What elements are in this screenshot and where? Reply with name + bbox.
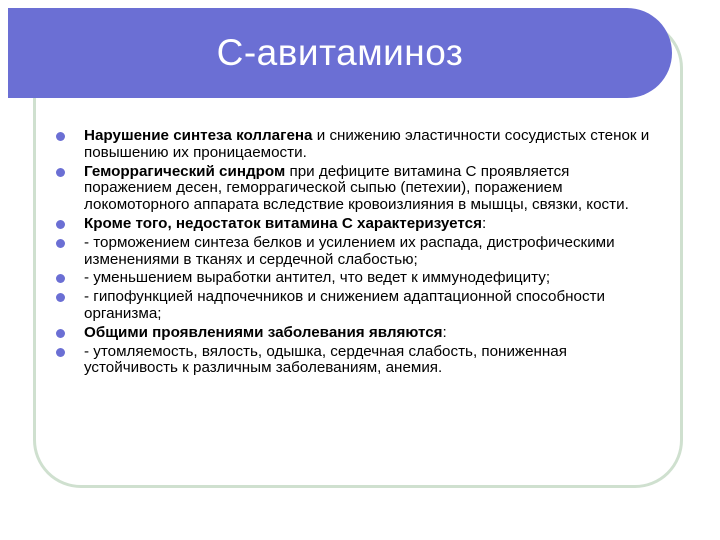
item-bold-text: Геморрагический синдром — [84, 162, 286, 180]
list-item — [56, 289, 656, 323]
item-bold-text: Кроме того, недостаток витамина С характеризуется — [84, 214, 482, 232]
bullet-icon — [56, 348, 65, 357]
list-item — [56, 344, 656, 378]
bullet-icon — [56, 274, 65, 283]
bullet-icon — [56, 168, 65, 177]
list-item — [56, 270, 656, 287]
item-text: - гипофункцией надпочечников и снижением адаптационной способности организма; — [84, 288, 606, 322]
bullet-icon — [56, 329, 65, 338]
title-banner — [8, 8, 672, 98]
item-text: при дефиците витамина С проявляется поражением десен, геморрагической сыпью (петехии), поражением локомоторного аппарата вследствие кровоизлияния в мышцы, связки, кости. — [84, 162, 629, 214]
title-underline — [48, 101, 648, 104]
item-text: : — [481, 214, 487, 232]
item-text: - уменьшением выработки антител, что ведет к иммунодефициту; — [84, 269, 551, 287]
bullet-icon — [56, 220, 65, 229]
bullet-icon — [56, 293, 65, 302]
item-text: : — [442, 323, 447, 341]
list-item — [56, 128, 656, 162]
list-item — [56, 164, 656, 214]
item-text: и снижению эластичности сосудистых стенок и повышению их проницаемости. — [84, 127, 650, 161]
item-text: - утомляемость, вялость, одышка, сердечная слабость, пониженная устойчивость к различным заболеваниям, анемия. — [84, 342, 567, 377]
list-item — [56, 325, 656, 342]
list-item — [56, 235, 656, 269]
list-item — [56, 216, 656, 233]
item-bold-text: Нарушение синтеза коллагена — [84, 127, 313, 144]
bullet-icon — [56, 239, 65, 248]
bullet-list — [56, 128, 656, 379]
slide-title: С-авитаминоз — [216, 32, 464, 73]
item-bold-text: Общими проявлениями заболевания являются — [84, 323, 443, 341]
bullet-icon — [56, 132, 65, 141]
item-text: - торможением синтеза белков и усилением их распада, дистрофическими изменениями в тканях и сердечной слабостью; — [84, 233, 615, 268]
